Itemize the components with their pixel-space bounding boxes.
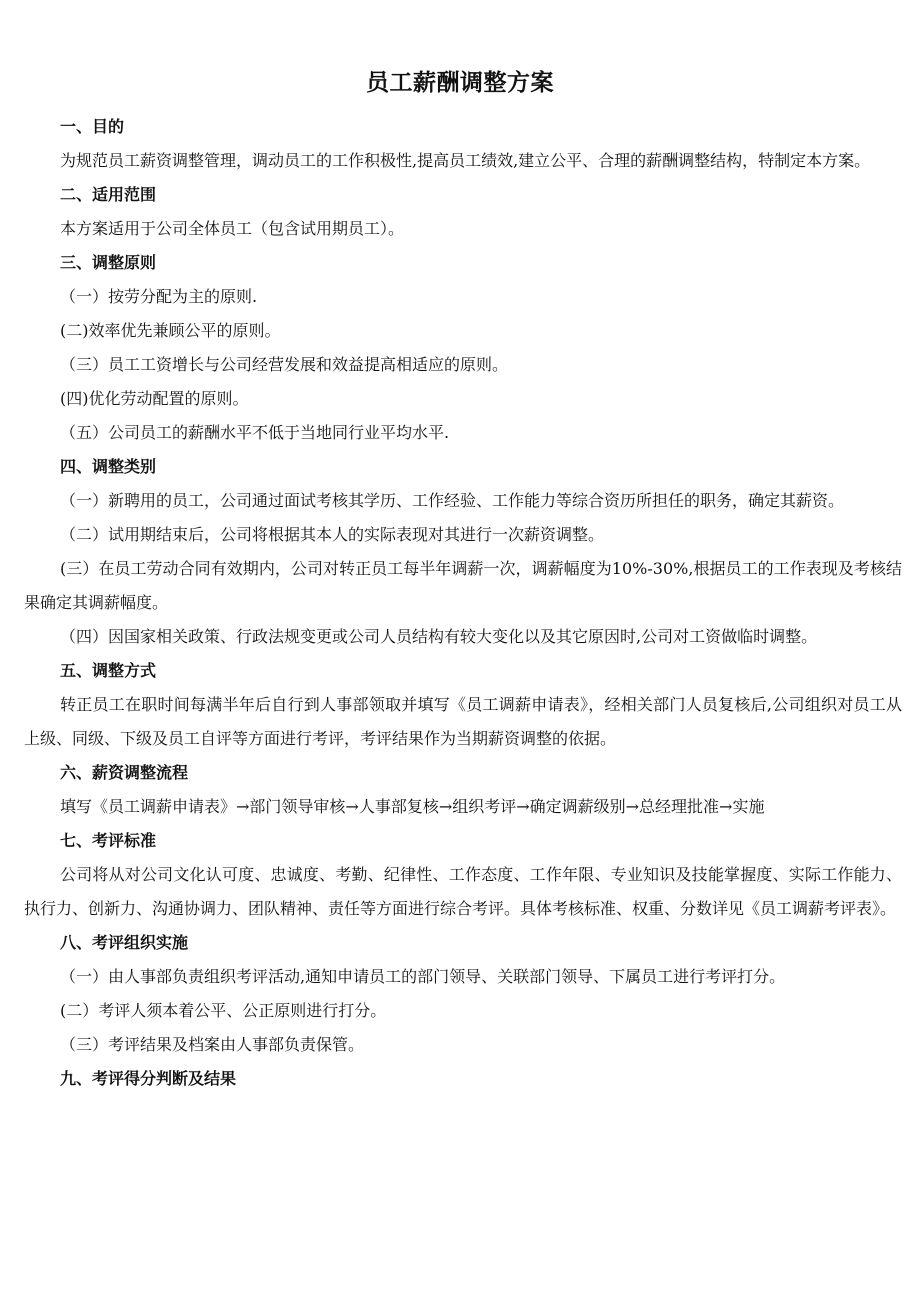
section-heading: 九、考评得分判断及结果	[60, 1069, 237, 1088]
section-paragraph: 本方案适用于公司全体员工（包含试用期员工）。	[60, 219, 405, 238]
section-paragraph: （一）新聘用的员工，公司通过面试考核其学历、工作经验、工作能力等综合资历所担任的职务，确定其薪资。	[60, 491, 845, 510]
section-heading: 七、考评标准	[60, 831, 157, 850]
section-paragraph: (二)效率优先兼顾公平的原则。	[60, 321, 281, 340]
section-paragraph: 填写《员工调薪申请表》→部门领导审核→人事部复核→组织考评→确定调薪级别→总经理批准→实施	[60, 797, 765, 816]
section-heading: 五、调整方式	[60, 661, 157, 680]
section-heading: 六、薪资调整流程	[60, 763, 189, 782]
section-heading: 四、调整类别	[60, 457, 157, 476]
section-paragraph: （二）试用期结束后，公司将根据其本人的实际表现对其进行一次薪资调整。	[60, 525, 605, 544]
section-paragraph: 公司将从对公司文化认可度、忠诚度、考勤、纪律性、工作态度、工作年限、专业知识及技能掌握度、实际工作能力、执行力、创新力、沟通协调力、团队精神、责任等方面进行综合考评。具体考核标准、权重、分数详见《员工调薪考评表》。	[24, 865, 902, 918]
section-paragraph: （一）按劳分配为主的原则.	[60, 287, 258, 306]
document-title: 员工薪酬调整方案	[366, 70, 554, 96]
section-paragraph: （三）员工工资增长与公司经营发展和效益提高相适应的原则。	[60, 355, 509, 374]
section-heading: 二、适用范围	[60, 185, 157, 204]
section-paragraph: （五）公司员工的薪酬水平不低于当地同行业平均水平.	[60, 423, 450, 442]
section-paragraph: 为规范员工薪资调整管理，调动员工的工作积极性,提高员工绩效,建立公平、合理的薪酬调整结构，特制定本方案。	[60, 151, 871, 170]
section-paragraph: 转正员工在职时间每满半年后自行到人事部领取并填写《员工调薪申请表》，经相关部门人员复核后,公司组织对员工从上级、同级、下级及员工自评等方面进行考评，考评结果作为当期薪资调整的依据。	[24, 695, 902, 748]
section-paragraph: (三）在员工劳动合同有效期内，公司对转正员工每半年调薪一次，调薪幅度为10%-30%,根据员工的工作表现及考核结果确定其调薪幅度。	[24, 559, 902, 612]
section-paragraph: (二）考评人须本着公平、公正原则进行打分。	[60, 1001, 387, 1020]
section-heading: 一、目的	[60, 117, 125, 136]
section-paragraph: （一）由人事部负责组织考评活动,通知申请员工的部门领导、关联部门领导、下属员工进行考评打分。	[60, 967, 786, 986]
document-body	[24, 110, 902, 1096]
section-paragraph: （四）因国家相关政策、行政法规变更或公司人员结构有较大变化以及其它原因时,公司对工资做临时调整。	[60, 627, 818, 646]
section-paragraph: （三）考评结果及档案由人事部负责保管。	[60, 1035, 365, 1054]
section-heading: 三、调整原则	[60, 253, 157, 272]
section-heading: 八、考评组织实施	[60, 933, 189, 952]
section-paragraph: (四)优化劳动配置的原则。	[60, 389, 249, 408]
